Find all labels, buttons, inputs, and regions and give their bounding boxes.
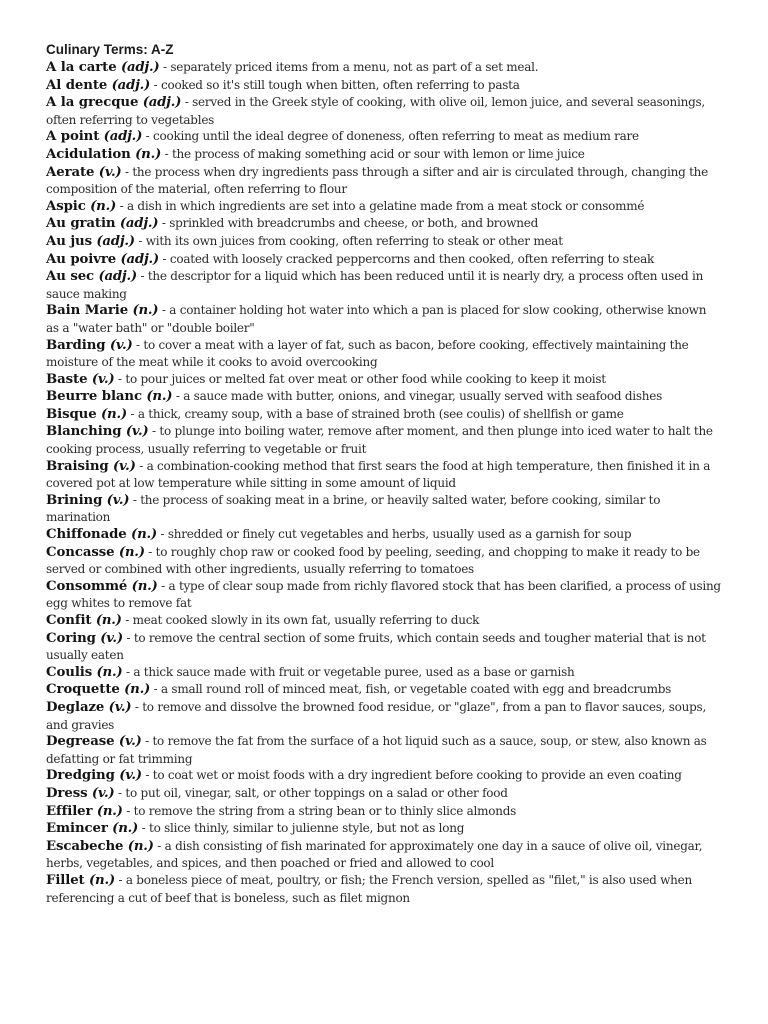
entry-part-of-speech: adj. bbox=[109, 129, 137, 145]
glossary-entry: Bisque (n.) - a thick, creamy soup, with a base of strained broth (see coulis) of shellfish or game bbox=[46, 406, 624, 422]
glossary-entry: Barding (v.) - to cover a meat with a layer of fat, such as bacon, before cooking, effectively maintaining the moisture of the meat while it cooks to avoid overcooking bbox=[46, 337, 689, 370]
entry-term: Acidulation bbox=[46, 146, 131, 162]
entry-definition: the process of making something acid or sour with lemon or lime juice bbox=[171, 146, 585, 161]
entry-term: Aspic bbox=[46, 198, 86, 214]
entry-definition: cooked so it's still tough when bitten, often referring to pasta bbox=[161, 77, 520, 92]
entry-part-of-speech: v. bbox=[125, 768, 136, 784]
entry-term: Dress bbox=[46, 785, 88, 801]
entry-definition: a container holding hot water into which a pan is placed for slow cooking, otherwise known as a "water bath" or "double boiler" bbox=[46, 303, 707, 335]
entry-definition: the process when dry ingredients pass through a sifter and air is circulated through, changing the composition of the material, often referring to flour bbox=[46, 164, 709, 197]
entry-definition: a dish in which ingredients are set into a gelatine made from a meat stock or consommé bbox=[126, 198, 645, 213]
entry-definition: meat cooked slowly in its own fat, usually referring to duck bbox=[132, 613, 480, 627]
entry-part-of-speech: v. bbox=[106, 630, 117, 646]
glossary-entry: Au jus (adj.) - with its own juices from cooking, often referring to steak or other meat bbox=[46, 233, 563, 249]
glossary-entry: Effiler (n.) - to remove the string from a string bean or to thinly slice almonds bbox=[46, 803, 517, 819]
entry-part-of-speech: v. bbox=[97, 785, 109, 801]
entry-definition: to plunge into boiling water, remove after moment, and then plunge into iced water to halt the cooking process, usually referring to vegetable or fruit bbox=[46, 424, 713, 457]
glossary-entry: Deglaze (v.) - to remove and dissolve the browned food residue, or "glaze", from a pan to flavor sauces, soups, and gravies bbox=[46, 699, 707, 732]
glossary-entry: Consommé (n.) - a type of clear soup made from richly flavored stock that has been clarified, a process of using egg whites to remove fat bbox=[46, 578, 721, 611]
entry-part-of-speech: n. bbox=[102, 803, 117, 819]
entry-part-of-speech: n. bbox=[137, 527, 151, 543]
entry-definition: a sauce made with butter, onions, and vinegar, usually served with seafood dishes bbox=[183, 389, 663, 404]
entry-term: Emincer bbox=[46, 821, 108, 837]
entry-term: Coring bbox=[46, 630, 96, 646]
entry-part-of-speech: adj. bbox=[102, 233, 129, 249]
glossary-entry: Emincer (n.) - to slice thinly, similar to julienne style, but not as long bbox=[46, 821, 465, 837]
glossary-entry: A la carte (adj.) - separately priced items from a menu, not as part of a set meal. bbox=[46, 60, 539, 75]
glossary-entry: Aerate (v.) - the process when dry ingredients pass through a sifter and air is circulated through, changing the composition of the material, often referring to flour bbox=[46, 164, 709, 197]
glossary-entry: Degrease (v.) - to remove the fat from the surface of a hot liquid such as a sauce, soup, or stew, also known as defatting or fat trimming bbox=[46, 734, 707, 766]
entry-term: Al dente bbox=[46, 77, 108, 93]
glossary-entry: Dredging (v.) - to coat wet or moist foods with a dry ingredient before cooking to provide an even coating bbox=[46, 768, 682, 784]
entry-term: Degrease bbox=[46, 734, 115, 750]
entry-part-of-speech: n. bbox=[124, 544, 139, 560]
entry-definition: sprinkled with breadcrumbs and cheese, or both, and browned bbox=[169, 216, 538, 231]
glossary-entry: Baste (v.) - to pour juices or melted fat over meat or other food while cooking to keep it moist bbox=[46, 371, 606, 387]
entry-definition: to coat wet or moist foods with a dry ingredient before cooking to provide an even coating bbox=[152, 768, 682, 783]
glossary-entry: Concasse (n.) - to roughly chop raw or cooked food by peeling, seeding, and chopping to make it ready to be served or combined with other ingredients, usually referring to tomatoes bbox=[46, 544, 700, 577]
entry-definition: to remove the fat from the surface of a hot liquid such as a sauce, soup, or stew, also known as defatting or fat trimming bbox=[46, 734, 707, 766]
entry-part-of-speech: v. bbox=[115, 337, 127, 353]
glossary-entry: Al dente (adj.) - cooked so it's still tough when bitten, often referring to pasta bbox=[46, 77, 520, 93]
entry-definition: a dish consisting of fish marinated for approximately one day in a sauce of olive oil, vinegar, herbs, vegetables, and spices, and then poached or fried and allowed to cool bbox=[46, 838, 703, 871]
entry-definition: to remove the central section of some fruits, which contain seeds and tougher material that is not usually eaten bbox=[46, 630, 706, 663]
entry-part-of-speech: n. bbox=[118, 821, 133, 837]
entry-part-of-speech: v. bbox=[104, 164, 116, 180]
entry-definition: cooking until the ideal degree of doneness, often referring to meat as medium rare bbox=[153, 129, 639, 144]
entry-term: Barding bbox=[46, 337, 106, 353]
entry-term: A la grecque bbox=[46, 95, 139, 111]
glossary-entry: Aspic (n.) - a dish in which ingredients are set into a gelatine made from a meat stock or consommé bbox=[46, 198, 645, 214]
entry-definition: to slice thinly, similar to julienne style, but not as long bbox=[149, 821, 465, 836]
entry-part-of-speech: n. bbox=[133, 838, 148, 854]
glossary-entry: Dress (v.) - to put oil, vinegar, salt, or other toppings on a salad or other food bbox=[46, 785, 508, 801]
entry-definition: to remove the string from a string bean or to thinly slice almonds bbox=[133, 803, 517, 818]
entry-definition: to put oil, vinegar, salt, or other toppings on a salad or other food bbox=[125, 785, 508, 800]
entry-term: Concasse bbox=[46, 544, 115, 560]
entry-term: Braising bbox=[46, 458, 109, 474]
entry-part-of-speech: n. bbox=[130, 682, 144, 698]
glossary-entry: Acidulation (n.) - the process of making something acid or sour with lemon or lime juice bbox=[46, 146, 585, 162]
entry-term: Bain Marie bbox=[46, 303, 129, 319]
entry-part-of-speech: v. bbox=[124, 734, 136, 750]
entry-term: Consommé bbox=[46, 578, 128, 594]
glossary-entry: Chiffonade (n.) - shredded or finely cut vegetables and herbs, usually used as a garnish for soup bbox=[46, 527, 632, 543]
entry-part-of-speech: adj. bbox=[117, 77, 145, 93]
glossary-entry: Coring (v.) - to remove the central section of some fruits, which contain seeds and tougher material that is not usually eaten bbox=[46, 630, 706, 663]
entry-definition: to remove and dissolve the browned food residue, or "glaze", from a pan to flavor sauces, soups, and gravies bbox=[46, 699, 707, 732]
glossary-entry: Blanching (v.) - to plunge into boiling water, remove after moment, and then plunge into iced water to halt the cooking process, usually referring to vegetable or fruit bbox=[46, 424, 713, 457]
entry-term: Baste bbox=[46, 371, 88, 387]
entry-definition: separately priced items from a menu, not as part of a set meal. bbox=[170, 60, 539, 74]
entry-definition: the descriptor for a liquid which has been reduced until it is nearly dry, a process often used in sauce making bbox=[46, 269, 704, 301]
entry-definition: a thick sauce made with fruit or vegetable puree, used as a base or garnish bbox=[133, 664, 575, 679]
entry-part-of-speech: v. bbox=[97, 371, 109, 387]
entry-definition: a thick, creamy soup, with a base of strained broth (see coulis) of shellfish or game bbox=[137, 406, 624, 421]
glossary-entry: A point (adj.) - cooking until the ideal degree of doneness, often referring to meat as medium rare bbox=[46, 129, 639, 145]
entry-part-of-speech: n. bbox=[138, 303, 153, 319]
entry-term: Au poivre bbox=[46, 251, 117, 267]
entry-definition: shredded or finely cut vegetables and herbs, usually used as a garnish for soup bbox=[167, 527, 632, 542]
entry-part-of-speech: n. bbox=[95, 872, 109, 888]
entry-term: Deglaze bbox=[46, 699, 105, 715]
glossary-entry: Au poivre (adj.) - coated with loosely cracked peppercorns and then cooked, often referring to steak bbox=[46, 251, 655, 267]
entry-part-of-speech: n. bbox=[96, 198, 110, 214]
glossary-entry: Fillet (n.) - a boneless piece of meat, poultry, or fish; the French version, spelled as "filet," is also used when referencing a cut of beef that is boneless, such as filet mignon bbox=[46, 872, 692, 905]
entry-part-of-speech: n. bbox=[141, 146, 155, 162]
entry-term: Chiffonade bbox=[46, 527, 127, 543]
entry-term: Escabeche bbox=[46, 838, 124, 854]
entry-definition: a small round roll of minced meat, fish, or vegetable coated with egg and breadcrumbs bbox=[160, 682, 672, 697]
entry-definition: with its own juices from cooking, often referring to steak or other meat bbox=[145, 233, 563, 248]
entry-term: Confit bbox=[46, 613, 92, 628]
entry-definition: to roughly chop raw or cooked food by peeling, seeding, and chopping to make it ready to be served or combined with other ingredients, usually referring to tomatoes bbox=[46, 544, 700, 577]
page-title: Culinary Terms: A-Z bbox=[46, 42, 174, 57]
entry-definition: served in the Greek style of cooking, with olive oil, lemon juice, and several seasonings, often referring to vegetables bbox=[46, 95, 705, 127]
glossary-list bbox=[46, 59, 722, 906]
entry-definition: coated with loosely cracked peppercorns and then cooked, often referring to steak bbox=[169, 251, 655, 266]
entry-term: Beurre blanc bbox=[46, 389, 142, 405]
entry-part-of-speech: adj. bbox=[148, 95, 176, 111]
entry-part-of-speech: n. bbox=[137, 578, 152, 594]
entry-part-of-speech: adj. bbox=[104, 269, 131, 285]
entry-part-of-speech: n. bbox=[101, 613, 116, 628]
glossary-entry: Escabeche (n.) - a dish consisting of fish marinated for approximately one day in a sauce of olive oil, vinegar, herbs, vegetables, and spices, and then poached or fried and allowed to cool bbox=[46, 838, 703, 871]
entry-term: A point bbox=[46, 129, 100, 145]
entry-part-of-speech: v. bbox=[114, 699, 126, 715]
entry-definition: to pour juices or melted fat over meat or other food while cooking to keep it moist bbox=[125, 371, 606, 386]
entry-part-of-speech: adj. bbox=[126, 60, 154, 75]
entry-term: Au gratin bbox=[46, 216, 116, 232]
glossary-entry: Braising (v.) - a combination-cooking method that first sears the food at high temperature, then finished it in a covered pot at low temperature while sitting in some amount of liquid bbox=[46, 458, 711, 491]
glossary-entry: Brining (v.) - the process of soaking meat in a brine, or heavily salted water, before cooking, similar to marination bbox=[46, 492, 661, 525]
entry-definition: a boneless piece of meat, poultry, or fish; the French version, spelled as "filet," is also used when referencing a cut of beef that is boneless, such as filet mignon bbox=[46, 872, 692, 905]
document-page bbox=[46, 41, 722, 906]
entry-definition: a combination-cooking method that first sears the food at high temperature, then finished it in a covered pot at low temperature while sitting in some amount of liquid bbox=[46, 458, 711, 491]
glossary-entry: Beurre blanc (n.) - a sauce made with butter, onions, and vinegar, usually served with seafood dishes bbox=[46, 389, 663, 405]
entry-definition: a type of clear soup made from richly flavored stock that has been clarified, a process of using egg whites to remove fat bbox=[46, 578, 721, 611]
entry-term: Au jus bbox=[46, 233, 92, 249]
entry-term: Dredging bbox=[46, 768, 115, 784]
entry-term: Effiler bbox=[46, 803, 93, 819]
entry-part-of-speech: v. bbox=[112, 492, 124, 508]
entry-term: Brining bbox=[46, 492, 103, 508]
entry-definition: the process of soaking meat in a brine, or heavily salted water, before cooking, similar to marination bbox=[46, 492, 661, 525]
entry-part-of-speech: adj. bbox=[125, 216, 153, 232]
entry-part-of-speech: v. bbox=[119, 458, 130, 474]
glossary-entry: A la grecque (adj.) - served in the Greek style of cooking, with olive oil, lemon juice, and several seasonings, often referring to vegetables bbox=[46, 95, 705, 127]
glossary-entry: Au gratin (adj.) - sprinkled with breadcrumbs and cheese, or both, and browned bbox=[46, 216, 538, 232]
entry-term: Au sec bbox=[46, 269, 95, 285]
entry-term: Blanching bbox=[46, 424, 122, 440]
entry-term: Bisque bbox=[46, 406, 97, 422]
entry-part-of-speech: n. bbox=[102, 664, 117, 680]
entry-term: A la carte bbox=[46, 60, 117, 75]
glossary-entry: Au sec (adj.) - the descriptor for a liquid which has been reduced until it is nearly dry, a process often used in sauce making bbox=[46, 269, 704, 301]
entry-part-of-speech: n. bbox=[152, 389, 167, 405]
entry-part-of-speech: v. bbox=[131, 424, 143, 440]
entry-term: Fillet bbox=[46, 872, 85, 888]
glossary-entry: Coulis (n.) - a thick sauce made with fruit or vegetable puree, used as a base or garnish bbox=[46, 664, 575, 680]
glossary-entry: Bain Marie (n.) - a container holding hot water into which a pan is placed for slow cooking, otherwise known as a "water bath" or "double boiler" bbox=[46, 303, 707, 335]
glossary-entry: Croquette (n.) - a small round roll of minced meat, fish, or vegetable coated with egg and breadcrumbs bbox=[46, 682, 672, 698]
entry-part-of-speech: adj. bbox=[126, 251, 153, 267]
entry-term: Croquette bbox=[46, 682, 120, 698]
entry-part-of-speech: n. bbox=[107, 406, 121, 422]
entry-term: Aerate bbox=[46, 164, 95, 180]
entry-definition: to cover a meat with a layer of fat, such as bacon, before cooking, effectively maintaining the moisture of the meat while it cooks to avoid overcooking bbox=[46, 337, 689, 370]
entry-term: Coulis bbox=[46, 664, 93, 680]
glossary-entry: Confit (n.) - meat cooked slowly in its own fat, usually referring to duck bbox=[46, 613, 480, 628]
